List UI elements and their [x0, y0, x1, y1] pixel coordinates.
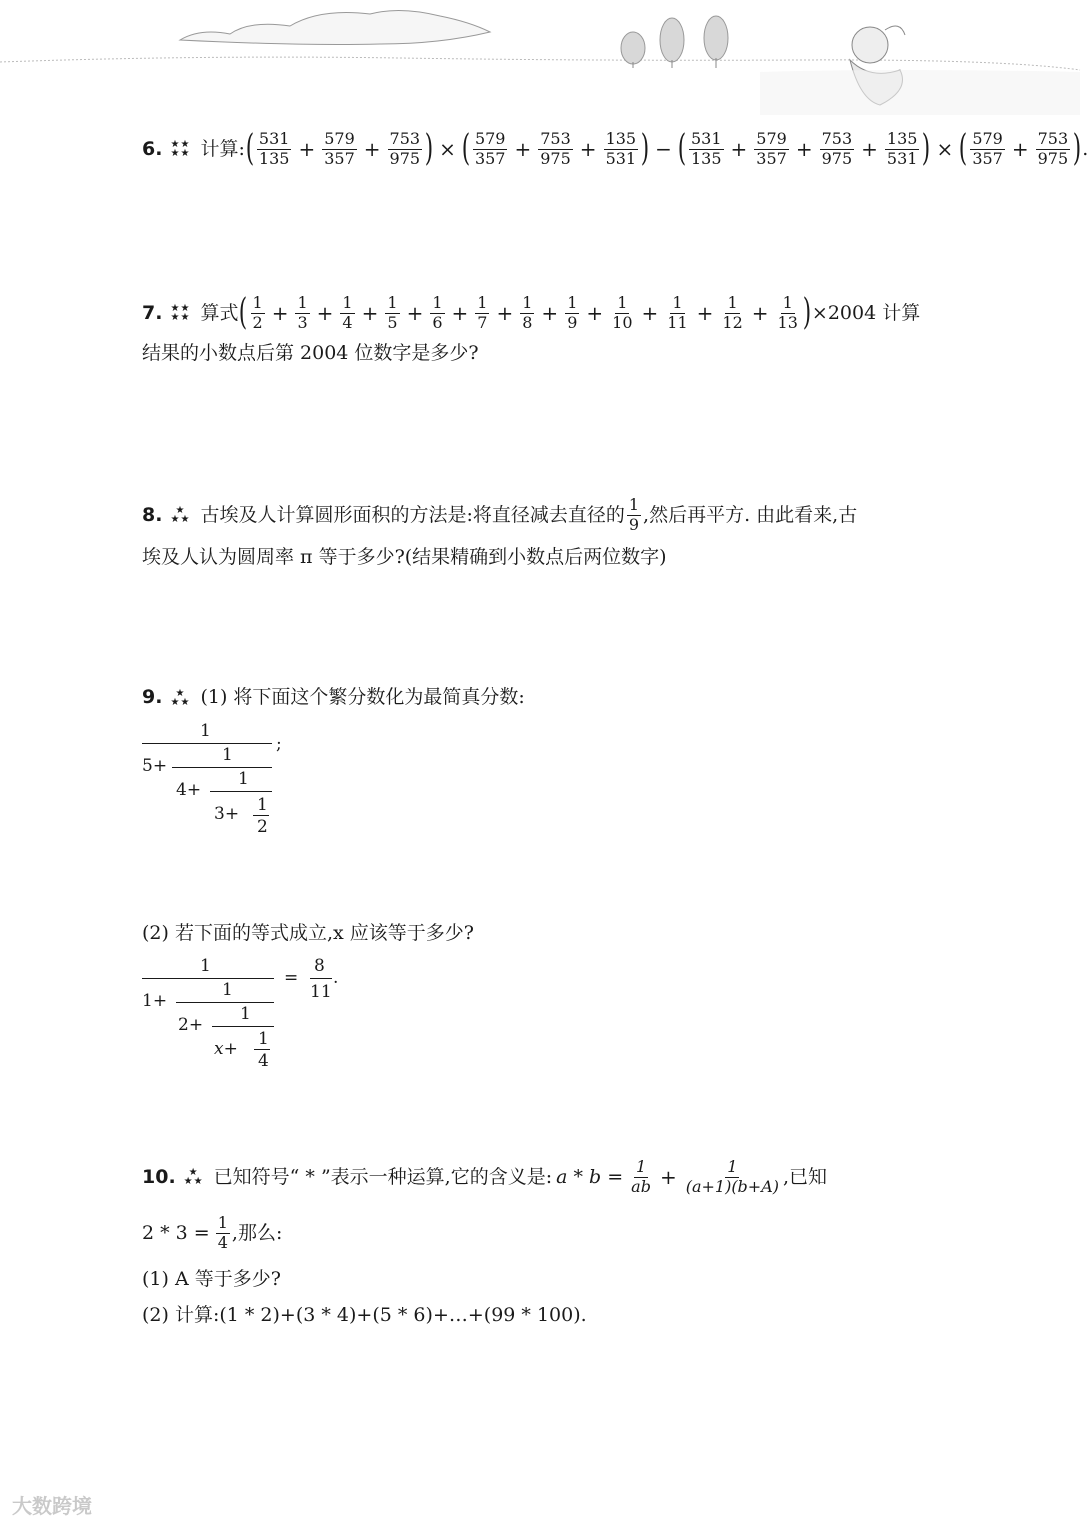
question-9 [142, 688, 525, 707]
fraction: $\frac{1}{(a+1)(b+A)}$ [685, 1156, 779, 1196]
question-text: 算式 [200, 301, 239, 324]
watermark: 大数跨境 [12, 1494, 92, 1518]
question-text: 古埃及人计算圆形面积的方法是:将直径减去直径的 [200, 503, 625, 526]
question-text: 计算: [200, 137, 245, 160]
fraction: $\frac{1}{12}$ [722, 292, 743, 332]
question-6: 6. ★ ★ ★ ★ 计算: ( $\frac{531}{135}$ + $\frac{579}{357}$ + $\frac{753}{975}$ ) × ( $\frac{579}{357}$ + $\frac{753}{975}$ + $\frac{135}{531}$ ) − ( $\frac{531}{135}$ + $\frac{579}{357}$ + $\frac{753}{975}$ + $\frac{135}{531}$ ) × ( $\frac{579}{357}$ + $\frac{753}{975}$ ) . [142, 128, 1088, 169]
fraction: $\frac{579}{357}$ [972, 128, 1003, 168]
fraction: $\frac{1}{11}$ [667, 292, 688, 332]
question-text: 已知符号“ * ”表示一种运算,它的含义是: [213, 1165, 553, 1188]
question-10-part-2: (2) 计算:(1 * 2)+(3 * 4)+(5 * 6)+…+(99 * 100). [142, 1304, 587, 1326]
cloud-shape [180, 10, 490, 44]
fraction: $\frac{753}{975}$ [821, 128, 853, 168]
fraction: $\frac{1}{13}$ [777, 292, 798, 332]
question-text: (1) 将下面这个繁分数化为最简真分数: [200, 686, 525, 708]
question-10-part-1: (1) A 等于多少? [142, 1268, 281, 1290]
header-illustration [0, 0, 1080, 115]
question-7: 7. ★ ★ ★ ★ 算式 ( $\frac{1}{2}$ + $\frac{1}{3}$ + $\frac{1}{4}$ + $\frac{1}{5}$ + $\frac{1}{6}$ + $\frac{1}{7}$ + $\frac{1}{8}$ + $\frac{1}{9}$ + $\frac{1}{10}$ + $\frac{1}{11}$ + $\frac{1}{12}$ + $\frac{1}{13}$ ) ×2004 计算 [142, 292, 921, 333]
question-number: 7. [142, 301, 163, 324]
fraction: $\frac{579}{357}$ [324, 128, 355, 168]
fraction: $\frac{531}{135}$ [258, 128, 290, 168]
fraction: $\frac{1}{6}$ [432, 292, 443, 332]
fraction: $\frac{1}{5}$ [387, 292, 398, 332]
question-number: 6. [142, 137, 163, 160]
question-8: 8. ★ ★ ★ 古埃及人计算圆形面积的方法是:将直径减去直径的 $\frac{1}{9}$ ,然后再平方. 由此看来,古 [142, 494, 858, 534]
fraction: $\frac{1}{ab}$ [631, 1156, 651, 1196]
question-8-line-2: 埃及人认为圆周率 π 等于多少?(结果精确到小数点后两位数字) [142, 546, 667, 568]
fraction: $\frac{531}{135}$ [690, 128, 722, 168]
fraction: $\frac{135}{531}$ [605, 128, 637, 168]
difficulty-stars-icon: ★ ★ ★ ★ [170, 303, 190, 323]
question-number: 9. [142, 686, 163, 708]
question-number: 8. [142, 503, 163, 526]
difficulty-stars-icon: ★ ★ ★ [170, 687, 190, 708]
fraction: $\frac{1}{8}$ [522, 292, 533, 332]
question-9-part-2: (2) 若下面的等式成立,x 应该等于多少? [142, 922, 474, 944]
question-7-line-2: 结果的小数点后第 2004 位数字是多少? [142, 342, 479, 364]
fraction: $\frac{1}{10}$ [612, 292, 633, 332]
question-number: 10. [142, 1165, 176, 1188]
fraction: $\frac{135}{531}$ [886, 128, 918, 168]
fraction: $\frac{753}{975}$ [1037, 128, 1069, 168]
difficulty-stars-icon: ★ ★ ★ ★ [170, 139, 190, 159]
fraction: $\frac{579}{357}$ [474, 128, 506, 168]
fraction: $\frac{753}{975}$ [540, 128, 571, 168]
fraction: $\frac{1}{3}$ [297, 292, 308, 332]
fraction: $\frac{1}{2}$ [252, 292, 263, 332]
fraction: $\frac{1}{4}$ [342, 292, 353, 332]
question-10-line-2: 2 * 3 = $\frac{1}{4}$ ,那么: [142, 1212, 283, 1252]
fraction: $\frac{753}{975}$ [389, 128, 421, 168]
difficulty-stars-icon: ★ ★ ★ [170, 505, 190, 525]
fraction: $\frac{1}{9}$ [567, 292, 578, 332]
fraction: $\frac{1}{7}$ [477, 292, 488, 332]
fraction: $\frac{1}{4}$ [217, 1212, 228, 1252]
question-10: 10. ★ ★ ★ 已知符号“ * ”表示一种运算,它的含义是: a * b = $\frac{1}{ab}$ + $\frac{1}{(a+1)(b+A)}$ ,已知 [142, 1156, 828, 1196]
fraction: $\frac{1}{9}$ [628, 494, 640, 534]
difficulty-stars-icon: ★ ★ ★ [183, 1167, 203, 1187]
fraction: $\frac{579}{357}$ [756, 128, 787, 168]
